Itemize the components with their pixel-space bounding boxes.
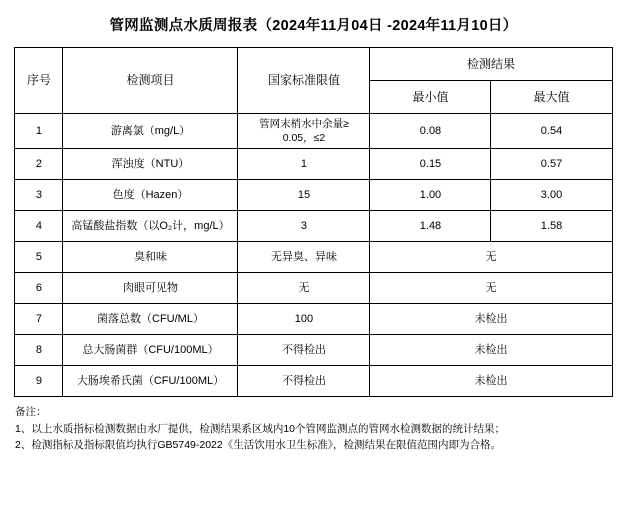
header-item: 检测项目 [63,48,238,114]
page-title: 管网监测点水质周报表（2024年11月04日 -2024年11月10日） [109,18,518,34]
cell-min: 1.48 [370,211,491,242]
cell-item: 总大肠菌群（CFU/100ML） [63,335,238,366]
cell-min: 0.08 [370,114,491,149]
cell-standard: 无 [238,273,370,304]
table-row [15,304,612,335]
cell-item: 高锰酸盐指数（以O₂计，mg/L） [63,211,238,242]
cell-max: 3.00 [491,180,612,211]
cell-result: 无 [370,273,612,304]
cell-result: 未检出 [370,335,612,366]
cell-item: 游离氯（mg/L） [63,114,238,149]
cell-item: 色度（Hazen） [63,180,238,211]
notes-heading: 备注： [15,406,47,419]
standard-line-2: 0.05，≤2 [282,132,326,145]
notes-line-1: 1、以上水质指标检测数据由水厂提供，检测结果系区域内10个管网监测点的管网水检测数据的统计结果； [15,422,506,435]
cell-standard [238,114,370,149]
table-header-row-1 [15,48,612,81]
table-row [15,366,612,397]
table-row [15,273,612,304]
table-row [15,114,612,149]
cell-no: 5 [15,242,63,273]
cell-max: 1.58 [491,211,612,242]
cell-no: 1 [15,114,63,149]
table-row [15,211,612,242]
cell-result: 无 [370,242,612,273]
cell-result: 未检出 [370,366,612,397]
notes-line-2: 2、检测指标及指标限值均执行GB5749-2022《生活饮用水卫生标准》，检测结果在限值范围内即为合格。 [15,438,501,451]
cell-min: 0.15 [370,149,491,180]
table-row [15,242,612,273]
header-max: 最大值 [491,81,612,114]
notes-block [15,404,612,453]
cell-no: 2 [15,149,63,180]
cell-item: 菌落总数（CFU/ML） [63,304,238,335]
cell-no: 7 [15,304,63,335]
header-no: 序号 [15,48,63,114]
header-min: 最小值 [370,81,491,114]
standard-line-1: 管网末梢水中余量≥ [259,118,349,130]
cell-standard: 100 [238,304,370,335]
cell-item: 浑浊度（NTU） [63,149,238,180]
cell-result: 未检出 [370,304,612,335]
cell-item: 臭和味 [63,242,238,273]
cell-no: 3 [15,180,63,211]
table-row [15,180,612,211]
cell-standard: 3 [238,211,370,242]
cell-no: 8 [15,335,63,366]
cell-no: 6 [15,273,63,304]
cell-standard: 1 [238,149,370,180]
cell-no: 4 [15,211,63,242]
cell-min: 1.00 [370,180,491,211]
cell-standard: 不得检出 [238,335,370,366]
cell-standard: 15 [238,180,370,211]
table-row [15,335,612,366]
cell-standard: 不得检出 [238,366,370,397]
header-standard: 国家标准限值 [238,48,370,114]
cell-max: 0.57 [491,149,612,180]
header-result: 检测结果 [370,48,612,81]
cell-no: 9 [15,366,63,397]
cell-item: 肉眼可见物 [63,273,238,304]
cell-item: 大肠埃希氏菌（CFU/100ML） [63,366,238,397]
cell-standard: 无异臭、异味 [238,242,370,273]
table-row [15,149,612,180]
water-quality-table [14,47,612,397]
cell-max: 0.54 [491,114,612,149]
